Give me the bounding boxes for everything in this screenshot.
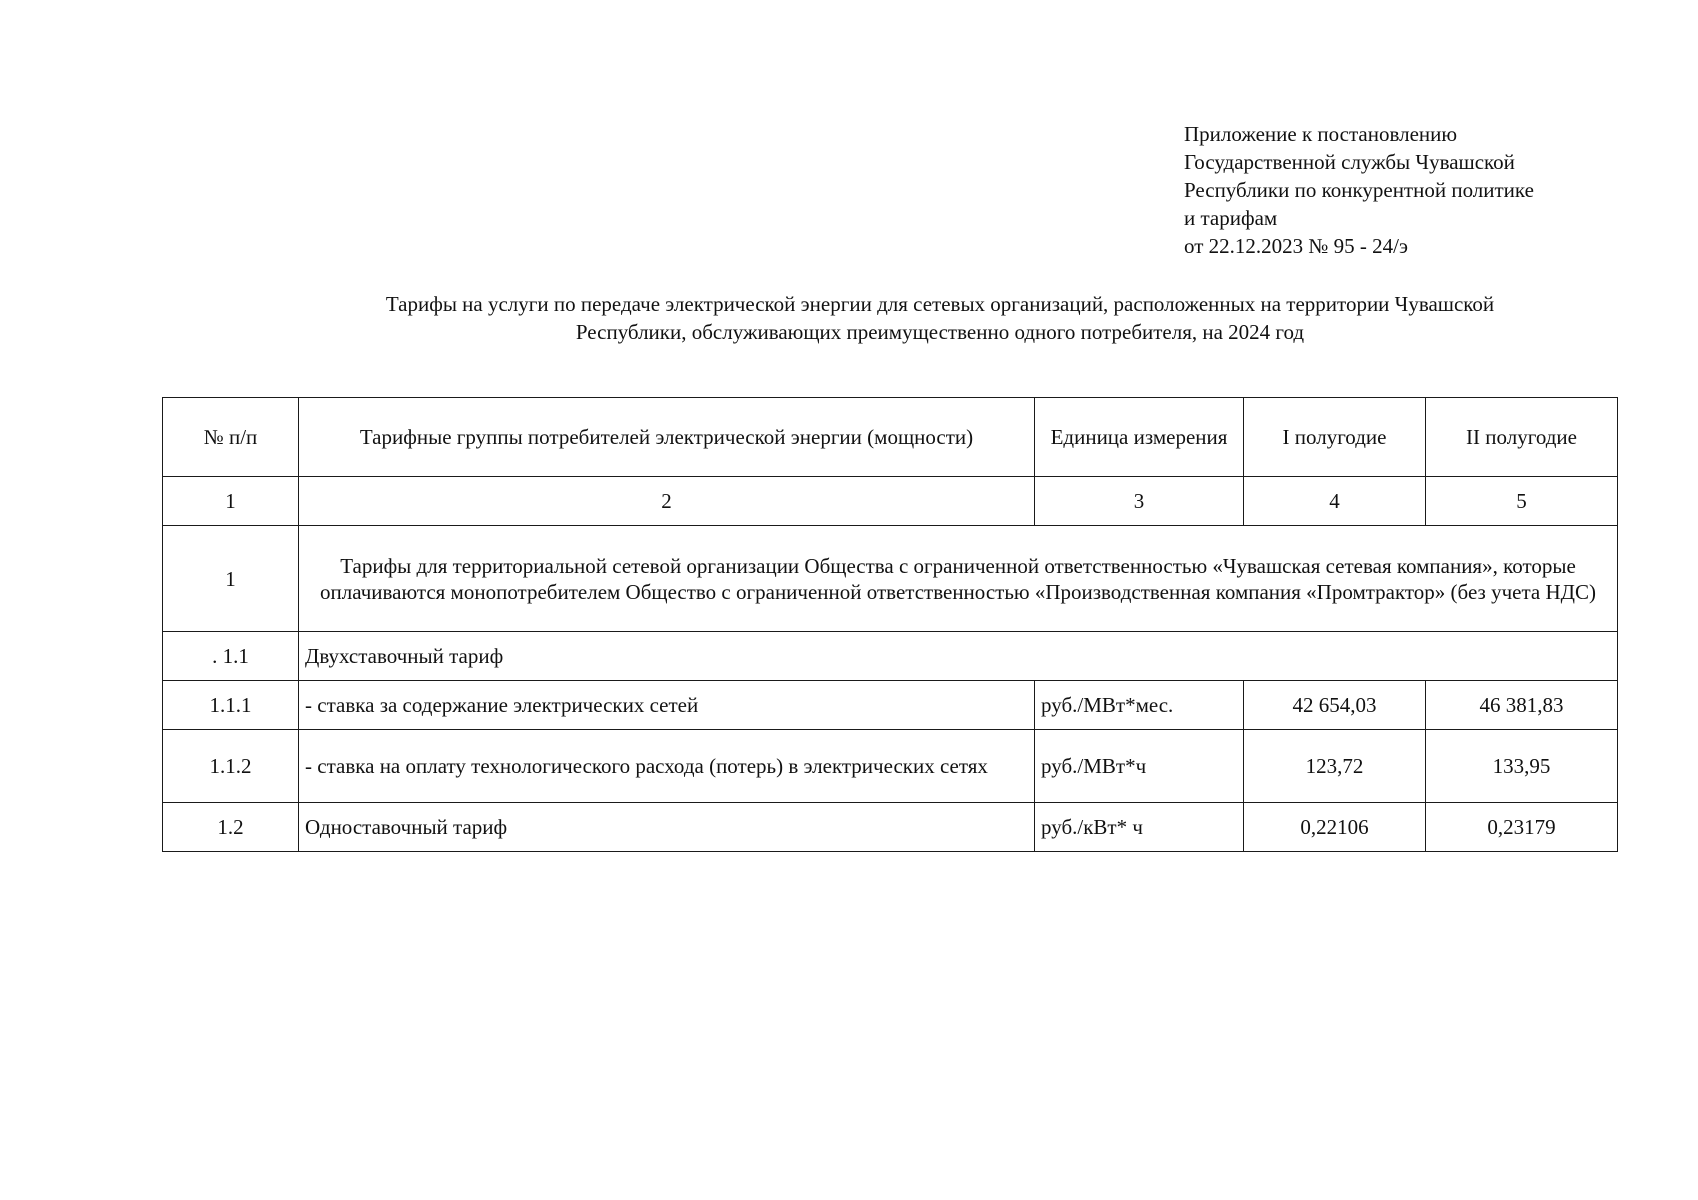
column-number: 3	[1035, 477, 1244, 526]
row-number: 1.1.2	[163, 730, 299, 803]
row-half-2-value: 133,95	[1426, 730, 1618, 803]
section-number: 1	[163, 526, 299, 632]
appendix-line: Государственной службы Чувашской	[1184, 150, 1515, 174]
column-number: 5	[1426, 477, 1618, 526]
document-title-line-1: Тарифы на услуги по передаче электрической энергии для сетевых организаций, расположенных на территории Чувашской	[385, 292, 1495, 316]
appendix-date-number: от 22.12.2023 № 95 - 24/э	[1184, 234, 1409, 258]
row-tariff-name: - ставка на оплату технологического расхода (потерь) в электрических сетях	[299, 730, 1035, 803]
row-tariff-name: Одноставочный тариф	[299, 803, 1035, 852]
section-description: Тарифы для территориальной сетевой организации Общества с ограниченной ответственностью «Чувашская сетевая компания», которые оплачиваются монопотребителем Общество с ограниченной ответственностью «Производственная компания «Промтрактор» (без учета НДС)	[299, 526, 1618, 632]
row-half-1-value: 0,22106	[1244, 803, 1426, 852]
document-title	[260, 290, 1620, 346]
row-unit: руб./кВт* ч	[1035, 803, 1244, 852]
subsection-number: . 1.1	[163, 632, 299, 681]
row-unit: руб./МВт*мес.	[1035, 681, 1244, 730]
appendix-line: Приложение к постановлению	[1184, 122, 1458, 146]
subsection-title: Двухставочный тариф	[299, 632, 1618, 681]
row-half-1-value: 42 654,03	[1244, 681, 1426, 730]
row-number: 1.2	[163, 803, 299, 852]
row-unit: руб./МВт*ч	[1035, 730, 1244, 803]
table-row	[163, 803, 1618, 852]
appendix-line: Республики по конкурентной политике	[1184, 178, 1534, 202]
header-half-1: I полугодие	[1244, 398, 1426, 477]
appendix-reference	[1184, 120, 1534, 260]
header-tariff-groups: Тарифные группы потребителей электрической энергии (мощности)	[299, 398, 1035, 477]
row-half-2-value: 46 381,83	[1426, 681, 1618, 730]
appendix-line: и тарифам	[1184, 206, 1278, 230]
header-unit: Единица измерения	[1035, 398, 1244, 477]
header-number: № п/п	[163, 398, 299, 477]
row-half-1-value: 123,72	[1244, 730, 1426, 803]
row-tariff-name: - ставка за содержание электрических сетей	[299, 681, 1035, 730]
row-number: 1.1.1	[163, 681, 299, 730]
subsection-row	[163, 632, 1618, 681]
column-number: 2	[299, 477, 1035, 526]
column-number: 4	[1244, 477, 1426, 526]
section-row	[163, 526, 1618, 632]
tariff-table	[162, 397, 1618, 852]
table-row	[163, 730, 1618, 803]
row-half-2-value: 0,23179	[1426, 803, 1618, 852]
header-half-2: II полугодие	[1426, 398, 1618, 477]
table-row	[163, 681, 1618, 730]
document-title-line-2: Республики, обслуживающих преимущественно одного потребителя, на 2024 год	[575, 320, 1305, 344]
table-header-row	[163, 398, 1618, 477]
column-number-row	[163, 477, 1618, 526]
column-number: 1	[163, 477, 299, 526]
